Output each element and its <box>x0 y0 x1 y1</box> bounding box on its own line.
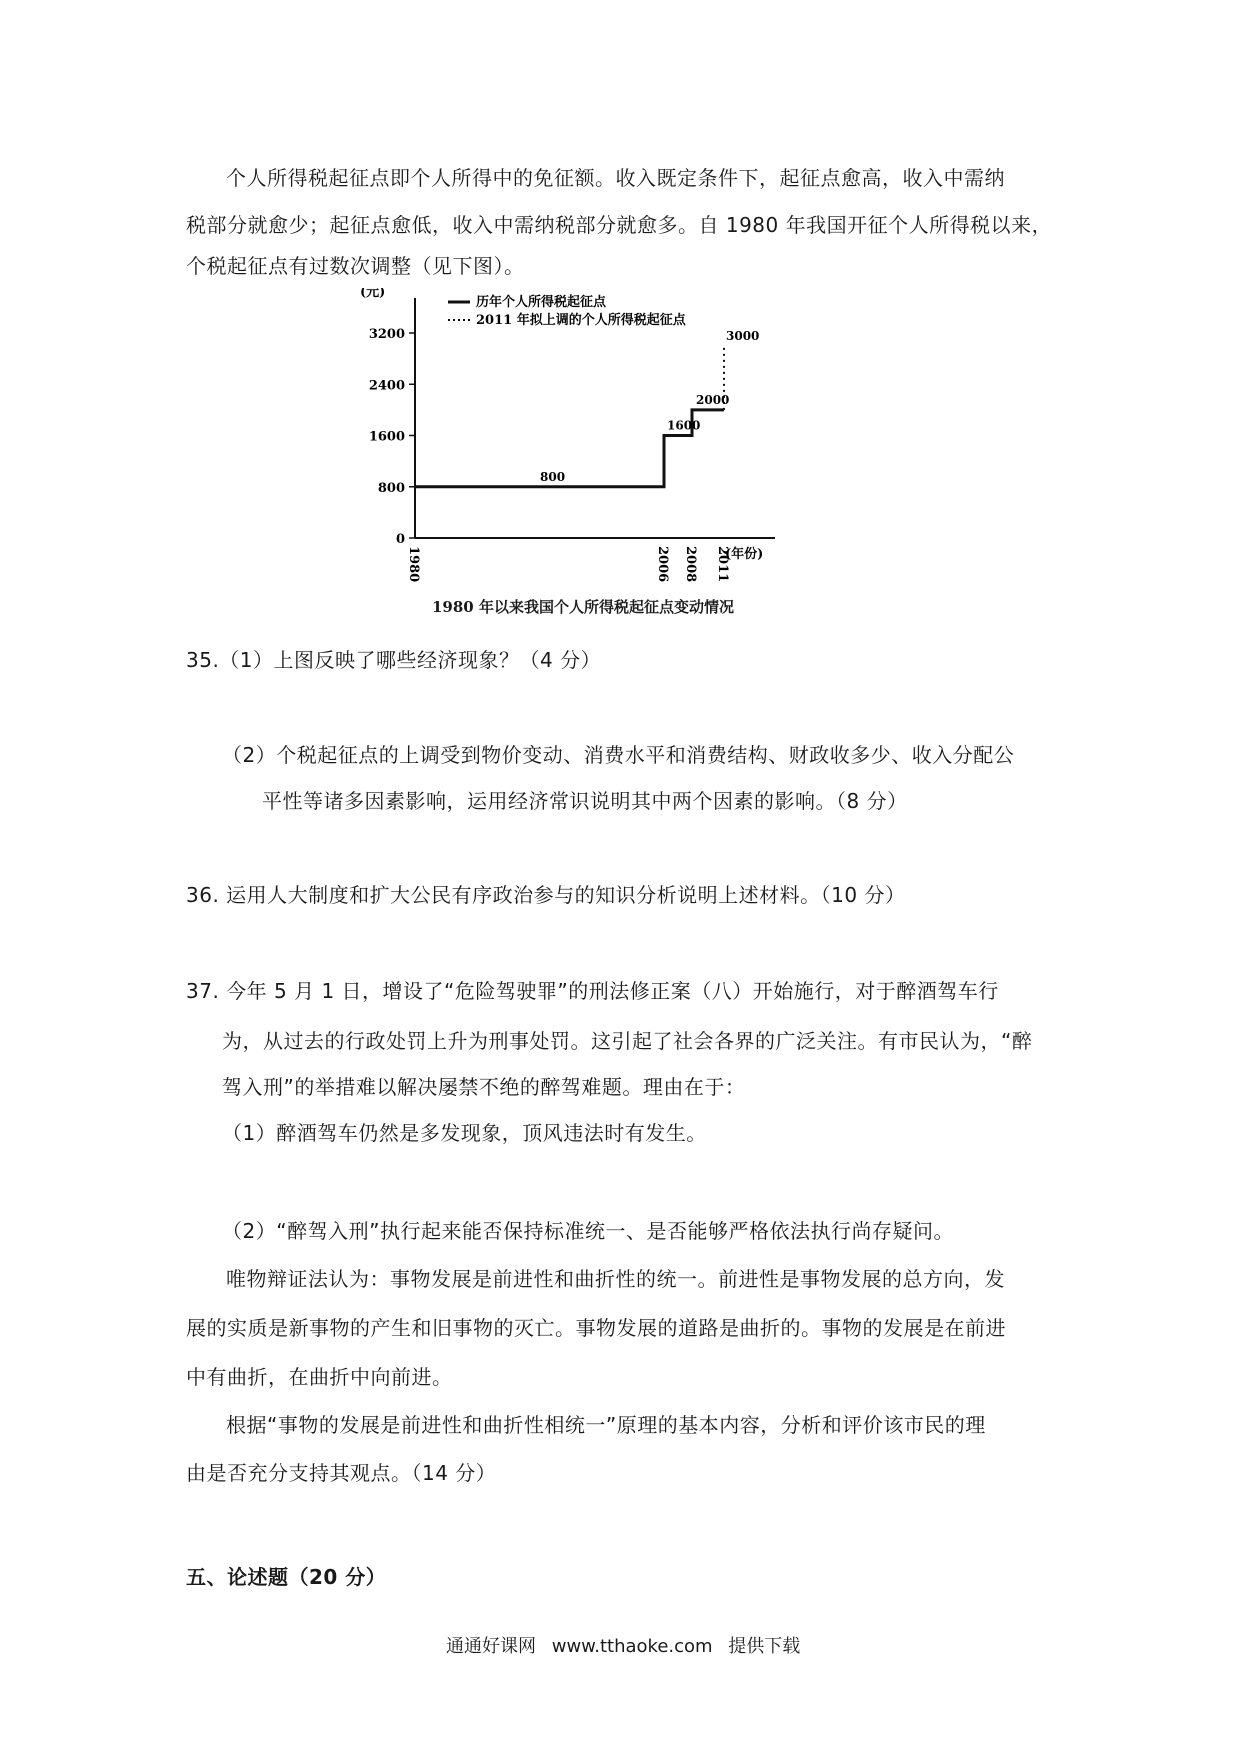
data-label: 800 <box>540 469 566 484</box>
chart-title: 1980 年以来我国个人所得税起征点变动情况 <box>432 598 734 616</box>
x-tick-label: 1980 <box>406 546 421 583</box>
dialectic-line-1: 唯物辩证法认为：事物发展是前进性和曲折性的统一。前进性是事物发展的总方向，发 <box>226 1267 1005 1291</box>
page-footer <box>446 1632 810 1658</box>
intro-line-3: 个税起征点有过数次调整（见下图）。 <box>186 254 525 278</box>
footer-site-name: 通通好课网 <box>446 1636 536 1657</box>
chart-svg <box>360 288 900 588</box>
question-37-line-1: 37. 今年 5 月 1 日，增设了“危险驾驶罪”的刑法修正案（八）开始施行，对于醉酒驾车行 <box>186 979 999 1003</box>
footer-url[interactable]: www.tthaoke.com <box>551 1636 713 1657</box>
question-35-2-line-1: （2）个税起征点的上调受到物价变动、消费水平和消费结构、财政收多少、收入分配公 <box>222 743 1015 767</box>
legend-label: 2011 年拟上调的个人所得税起征点 <box>476 313 686 328</box>
x-tick-label: 2006 <box>655 546 670 583</box>
question-37-reason-2: （2）“醉驾入刑”执行起来能否保持标准统一、是否能够严格依法执行尚存疑问。 <box>222 1219 954 1243</box>
section-5-heading: 五、论述题（20 分） <box>186 1565 387 1589</box>
question-35-2-line-2: 平性等诸多因素影响，运用经济常识说明其中两个因素的影响。（8 分） <box>262 789 908 813</box>
data-label: 1600 <box>667 418 701 433</box>
dialectic-line-3: 中有曲折，在曲折中向前进。 <box>186 1365 453 1389</box>
task-line-2: 由是否充分支持其观点。（14 分） <box>186 1461 497 1485</box>
y-axis-unit: (元) <box>360 288 386 300</box>
dialectic-line-2: 展的实质是新事物的产生和旧事物的灭亡。事物发展的道路是曲折的。事物的发展是在前进 <box>186 1316 1006 1340</box>
x-tick-label: 2011 <box>715 546 730 583</box>
question-37-line-2: 为，从过去的行政处罚上升为刑事处罚。这引起了社会各界的广泛关注。有市民认为，“醉 <box>222 1029 1033 1053</box>
tax-threshold-chart <box>360 288 900 618</box>
intro-line-1: 个人所得税起征点即个人所得中的免征额。收入既定条件下，起征点愈高，收入中需纳 <box>226 166 1005 190</box>
x-tick-label: 2008 <box>683 546 698 583</box>
data-label: 2000 <box>696 392 730 407</box>
y-tick-label: 800 <box>377 480 405 496</box>
footer-suffix: 提供下载 <box>728 1636 801 1657</box>
x-axis-unit: (年份) <box>725 547 764 562</box>
y-tick-label: 3200 <box>368 327 405 342</box>
intro-line-2: 税部分就愈少；起征点愈低，收入中需纳税部分就愈多。自 1980 年我国开征个人所得税以来， <box>186 213 1053 237</box>
question-36: 36. 运用人大制度和扩大公民有序政治参与的知识分析说明上述材料。（10 分） <box>186 883 906 907</box>
question-35-1: 35.（1）上图反映了哪些经济现象？（4 分） <box>186 648 602 672</box>
question-37-line-3: 驾入刑”的举措难以解决屡禁不绝的醉驾难题。理由在于： <box>222 1075 746 1099</box>
y-tick-label: 0 <box>395 532 405 547</box>
task-line-1: 根据“事物的发展是前进性和曲折性相统一”原理的基本内容，分析和评价该市民的理 <box>226 1413 986 1437</box>
question-37-reason-1: （1）醉酒驾车仍然是多发现象，顶风违法时有发生。 <box>222 1121 707 1145</box>
y-tick-label: 1600 <box>368 429 405 445</box>
y-tick-label: 2400 <box>368 378 405 394</box>
data-label: 3000 <box>726 328 760 343</box>
legend-label: 历年个人所得税起征点 <box>476 295 607 310</box>
